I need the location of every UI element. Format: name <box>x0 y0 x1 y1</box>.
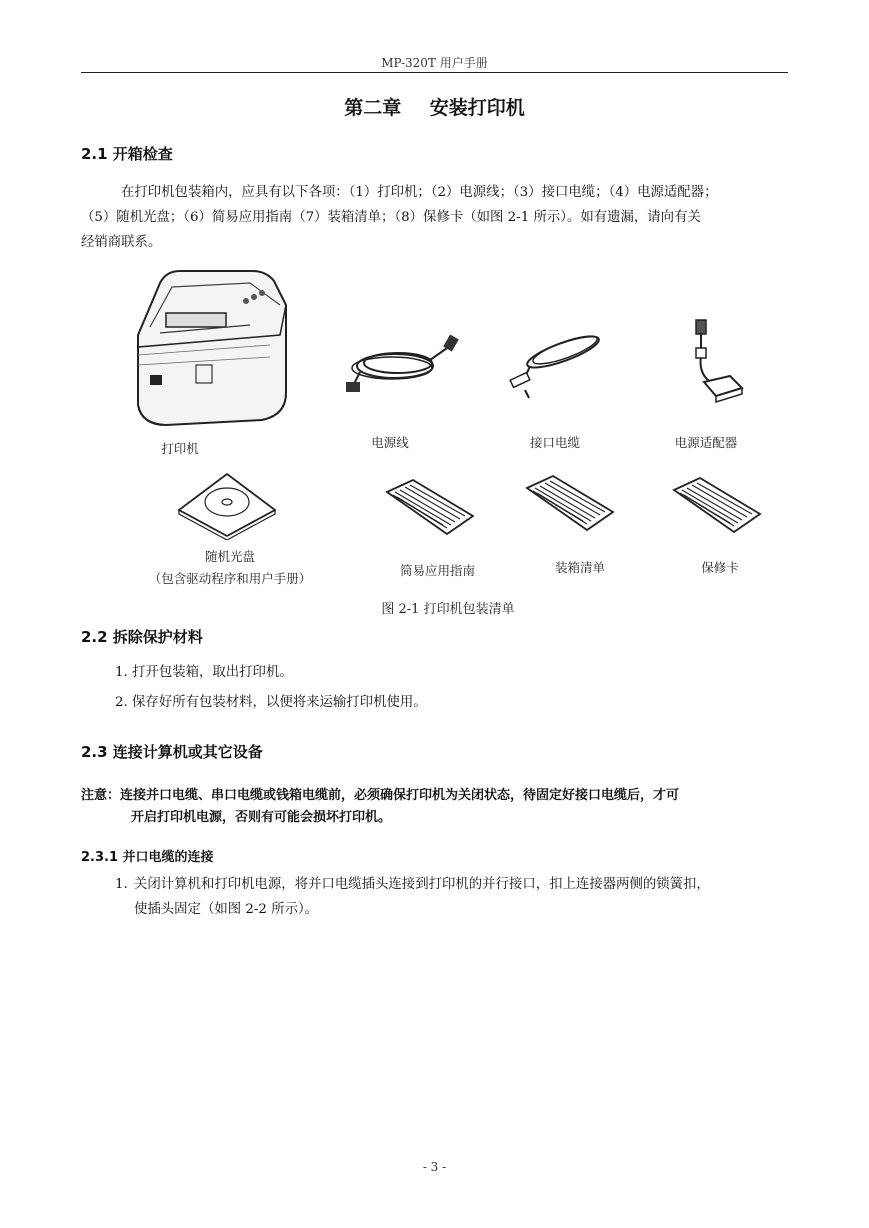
list-item-number: 1. <box>115 665 128 680</box>
label-warranty-card: 保修卡 <box>701 560 739 575</box>
packing-list-illustration <box>523 472 618 534</box>
cd-illustration <box>175 470 280 540</box>
list-item-line-2: 使插头固定（如图 2-2 所示）。 <box>134 902 319 917</box>
label-interface-cable: 接口电缆 <box>529 435 580 450</box>
power-adapter-illustration <box>668 316 748 406</box>
running-header: MP-320T 用户手册 <box>381 56 488 70</box>
label-cd: 随机光盘 <box>204 549 255 564</box>
warranty-card-illustration <box>670 474 765 536</box>
header-rule <box>81 72 788 73</box>
note-line-2: 开启打印机电源，否则有可能会损坏打印机。 <box>131 810 392 825</box>
figure-caption: 图 2-1 打印机包装清单 <box>381 602 515 617</box>
section-heading-2-3: 2.3 连接计算机或其它设备 <box>81 743 263 761</box>
label-power-adapter: 电源适配器 <box>674 435 738 450</box>
interface-cable-illustration <box>505 330 610 402</box>
paragraph-line-2: （5）随机光盘；（6）简易应用指南（7）装箱清单；（8）保修卡（如图 2-1 所示）。如有遗漏，请向有关 <box>81 210 701 225</box>
label-cd-note: （包含驱动程序和用户手册） <box>148 571 312 586</box>
label-power-cord: 电源线 <box>371 435 409 450</box>
printer-illustration <box>130 265 290 430</box>
list-item-line-1: 关闭计算机和打印机电源，将并口电缆插头连接到打印机的并行接口，扣上连接器两侧的锁簧扣， <box>134 877 710 892</box>
list-item-number: 2. <box>115 695 128 710</box>
list-item <box>115 660 293 685</box>
section-heading-2-3-1: 2.3.1 并口电缆的连接 <box>81 850 214 865</box>
paragraph-line-3: 经销商联系。 <box>81 235 162 250</box>
quick-guide-illustration <box>383 476 478 538</box>
list-item-number: 1. <box>115 877 128 892</box>
paragraph-line-1: 在打印机包装箱内，应具有以下各项：（1）打印机；（2）电源线；（3）接口电缆；（4）电源适配器； <box>121 185 718 200</box>
list-item-text: 打开包装箱，取出打印机。 <box>132 665 293 680</box>
section-heading-2-1: 2.1 开箱检查 <box>81 145 173 163</box>
label-packing-list: 装箱清单 <box>554 560 605 575</box>
section-heading-2-2: 2.2 拆除保护材料 <box>81 628 203 646</box>
chapter-title: 第二章 安装打印机 <box>344 97 525 119</box>
power-cord-illustration <box>340 328 465 398</box>
label-quick-guide: 简易应用指南 <box>399 563 475 578</box>
list-item <box>115 690 427 715</box>
note-line-1: 注意：连接并口电缆、串口电缆或钱箱电缆前，必须确保打印机为关闭状态，待固定好接口电缆后，才可 <box>81 788 680 803</box>
label-printer: 打印机 <box>161 441 199 456</box>
list-item-text: 保存好所有包装材料，以便将来运输打印机使用。 <box>132 695 427 710</box>
page-number: - 3 - <box>422 1160 447 1174</box>
